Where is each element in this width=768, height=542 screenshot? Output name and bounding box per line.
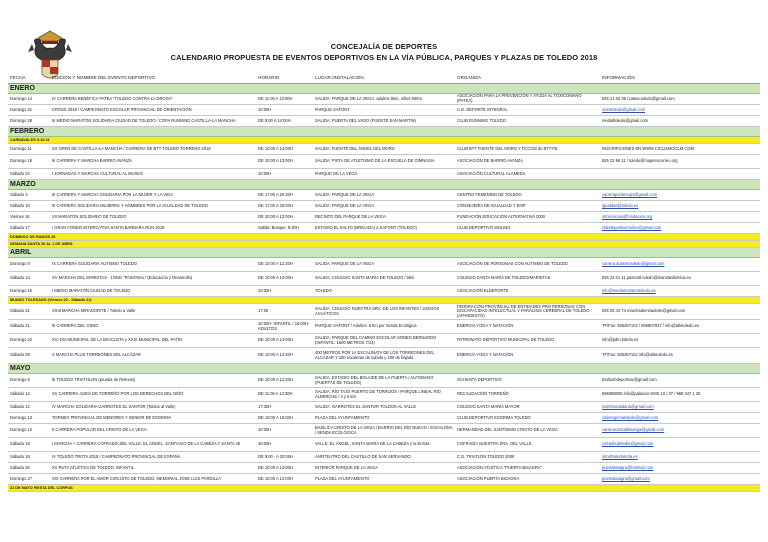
month-header-febrero [8, 127, 760, 137]
cell-time: DE 10:00 A 18:00H [256, 413, 313, 424]
cell-date: Domingo 13 [8, 424, 50, 438]
cell-info: INSCRIPCIONES EN WWW.CICLISMOCLM.COM [600, 144, 760, 155]
cell-time: 10:00H [256, 286, 313, 297]
cell-organizer: FEDERACIÓN PROVINCIAL DE ENTIDADES PRO PERSONAS CON DISCAPACIDAD INTELECTUAL Y PARÁLISIS CEREBRAL DE TOLEDO (APANDESTO) [455, 304, 600, 320]
cell-place: PLAZA DEL AYUNTAMIENTO [313, 413, 455, 424]
cell-info-link[interactable]: igualdad@toledo.es [600, 201, 760, 212]
table-row [8, 212, 760, 223]
cell-date: Sábado 3 [8, 190, 50, 201]
cell-info-link[interactable]: marchasolidaria@gmail.com [600, 402, 760, 413]
note-text: CARNAVALES 9-10-11 [8, 137, 760, 144]
month-header-marzo [8, 180, 760, 190]
cell-place: BASILICA CRISTO DE LA VEGA / BARRIO DEL RÍO NUEVO / ESCALONA / SENDA ECOLÓGICA [313, 424, 455, 438]
cell-time: DE 10:00 A 12:30H [256, 348, 313, 364]
cell-event: IV MARCHA SOLIDARIA GARROTES EL SANTOR (Toldos al Valle) [50, 402, 256, 413]
cell-date: Domingo 18 [8, 155, 50, 169]
note-band [8, 297, 760, 304]
cell-time: DE 9:00 - A 20:00H [256, 452, 313, 463]
cell-organizer: COLEGIO SANTA MARÍA DE TOLEDO/MARISTAS [455, 272, 600, 286]
cell-place: SALIDA: PISTA DE ATLETISMO DE LA ESCUELA DE GIMNASIA [313, 155, 455, 169]
header [8, 42, 760, 62]
cell-info-link[interactable]: carrera.autismotoledo@gmail.com [600, 258, 760, 272]
cell-date: Sábado 10 [8, 201, 50, 212]
cell-place: SALIDA: GARROTES EL SANTOR TOLDOS AL VALLE [313, 402, 455, 413]
cell-date: Sábado 24 [8, 169, 50, 180]
cell-time: Salida: Bosque: 8:30H [256, 223, 313, 234]
cell-info: 925 22 96 11 / toledo@mujerescorreo.org [600, 155, 760, 169]
cell-info-link[interactable]: carreracristodelavega@gmail.com [600, 424, 760, 438]
cell-info: 925 21 63 35 / patea.toledo@gmail.com [600, 94, 760, 105]
cell-date: Domingo 6 [8, 374, 50, 388]
cell-event: VII MARATÓN SOLIDARIO DE TOLEDO [50, 212, 256, 223]
cell-event: TORNEO PROVINCIAL DE MENORES Y SENIOR DE ESGRIMA [50, 413, 256, 424]
table-row [8, 452, 760, 463]
cell-organizer: ASOCIACIÓN DE BARRIO AVANZA [455, 155, 600, 169]
cell-event: III CARRERA Y MARCHA SOLIDARIA POR LA MUJER Y LA VIDA [50, 190, 256, 201]
column-header: FECHA [8, 74, 50, 84]
cell-event: III TOLEDO TRIATHLON (prueba de Relevos) [50, 374, 256, 388]
cell-date: Domingo 27 [8, 474, 50, 485]
cell-time: DE 10:00 A 13:00H [256, 155, 313, 169]
month-label: FEBRERO [8, 127, 760, 137]
cell-organizer: CLUB DEPORTIVO MOLINO [455, 223, 600, 234]
cell-date: Domingo 22 [8, 334, 50, 348]
cell-date: Domingo 13 [8, 413, 50, 424]
table-row [8, 320, 760, 334]
cell-organizer: CONSEJERÍA DE IGUALDAD Y EMP [455, 201, 600, 212]
cell-info-link[interactable]: carreraporlamujer@gmail.com [600, 190, 760, 201]
cell-date: Sábado 12 [8, 388, 50, 402]
cell-date: Domingo 28 [8, 116, 50, 127]
cell-time: DE 11:00 A 12:30H [256, 388, 313, 402]
cell-date: Viernes 16 [8, 212, 50, 223]
cell-organizer: CLUB RUNNING TOLEDO [455, 116, 600, 127]
cell-time: DE 10:00 A 13:00H [256, 212, 313, 223]
note-band [8, 485, 760, 492]
month-label: ENERO [8, 84, 760, 94]
table-header-row [8, 74, 760, 84]
cell-event: X MARCHA PLUS TORREÓNES DEL ALCÁZAR [50, 348, 256, 364]
cell-place: ESTADIO EL SALTO (BRIGADA) a SAFONT (TOLEDO) [313, 223, 455, 234]
cell-organizer: CENTRO FEMENINO DE TOLEDO [455, 190, 600, 201]
column-header: INFORMACIÓN [600, 74, 760, 84]
cell-organizer: FUNDACIÓN EDUCACIÓN ALTERNATIVA 2000 [455, 212, 600, 223]
cell-time: DE 17:00 A 20:00H [256, 201, 313, 212]
cell-place: VALLE: EL ÁNGEL, SANTA MARÍA DE LA CABEZA y la Ermita [313, 438, 455, 452]
cell-organizer: HERMANDAD DEL SANTÍSIMO CRISTO DE LA VEGA [455, 424, 600, 438]
table-row [8, 304, 760, 320]
cell-place: SALIDA: PUERTA DEL VADO (PUENTE SAN MARTÍN) [313, 116, 455, 127]
cell-date: Sábado 21 [8, 320, 50, 334]
table-row [8, 474, 760, 485]
cell-info-link[interactable]: orientoledo@gmail.com [600, 105, 760, 116]
month-label: MAYO [8, 364, 760, 374]
note-text: SEMANA SANTA 26 AL 1 DE ABRIL [8, 241, 760, 248]
cell-time: DE 10:00 A 14:00H [256, 474, 313, 485]
cell-time: 10:00H [256, 169, 313, 180]
cell-date: Sábado 17 [8, 223, 50, 234]
cell-organizer: ASOCIACIÓN DE PERSONAS CON AUTISMO DE TOLEDO [455, 258, 600, 272]
cell-date: Domingo 8 [8, 258, 50, 272]
table-row [8, 155, 760, 169]
cell-organizer: ENERGÍA YOGA Y NATACIÓN [455, 320, 600, 334]
cell-event: III CARRERA Y MARCHA BARRIO AVANZA [50, 155, 256, 169]
month-header-abril [8, 248, 760, 258]
month-header-mayo [8, 364, 760, 374]
cell-event: XXIII MARCHA MIRADOR/TE / Toledo a Valle [50, 304, 256, 320]
month-header-enero [8, 84, 760, 94]
cell-date: Sábado 19 [8, 438, 50, 452]
note-band [8, 234, 760, 241]
cell-date: Sábado 12 [8, 402, 50, 413]
cell-time: DE 10:00 A 13:00H [256, 463, 313, 474]
cell-place: PARQUE DE LA VEGA [313, 169, 455, 180]
cell-event: XVI DÍA MUNICIPAL DE LA BICICLETA y XXXI MUNICIPAL DEL PATÍN [50, 334, 256, 348]
cell-time: DE 10:00 A 14:00H [256, 272, 313, 286]
note-band [8, 137, 760, 144]
cell-time: 10:00H [256, 438, 313, 452]
table-row [8, 94, 760, 105]
cell-time: 10:00H: INFANTIL / 18:00H: ADULTOS [256, 320, 313, 334]
cell-organizer: OCHENTA DEPORTIVO [455, 374, 600, 388]
cell-date: Domingo 15 [8, 286, 50, 297]
table-row [8, 334, 760, 348]
cell-time: DE 9:00 A 14:00H [256, 116, 313, 127]
cell-organizer: ASOCIACIÓN PUERTA BISAGRA [455, 474, 600, 485]
table-row [8, 348, 760, 364]
cell-date: Sábado 26 [8, 463, 50, 474]
cell-date: Sábado 19 [8, 452, 50, 463]
cell-event: XV RUTA ATLÉTICA DE TOLEDO, INFANTIL [50, 463, 256, 474]
table-row [8, 223, 760, 234]
cell-time: DE 11:00 A 13:00H [256, 94, 313, 105]
cell-place: SALIDA: PARQUE DEL CAMINO ESCOLAR SONEO BERNARDO (INFANTIL: 1600 METROS 7/14) [313, 334, 455, 348]
cell-place: PARQUE SAFONT [313, 105, 455, 116]
cell-place: SALIDA: RÍO TAJO PUERTO DE TORRIJOS / PARQUE LINEAL RÍO ALBERCHE / 4 y 6 km [313, 388, 455, 402]
cell-info: medialtoledo@gmail.com [600, 116, 760, 127]
cell-organizer: C.D. TRIATLÓN TOLEDO 2000 [455, 452, 600, 463]
cell-info-link[interactable]: cofradiadelvalle@gmail.com [600, 438, 760, 452]
cell-place: SALIDA: FUENTE DEL ÁNGEL DEL MORO [313, 144, 455, 155]
cell-event: IV TOLEDO TROTA 2018 / CAMPEONATO PROVINCIAL DE ESPAÑA [50, 452, 256, 463]
cell-place: SALIDA: PARQUE DE LA VEGA. adultos 5km, niños 500m [313, 94, 455, 105]
cell-time: 10:00H [256, 105, 313, 116]
cell-place: ANFITEATRO DEL CASTILLO DE SAN SERVANDO [313, 452, 455, 463]
cell-place: SALIDA: COLEGIO SANTA MARÍA DE TOLEDO / 5km [313, 272, 455, 286]
cell-event: I MEDIO MARATÓN CIUDAD DE TOLEDO [50, 286, 256, 297]
note-text: 31 DE MAYO FIESTA DEL CORPUS [8, 485, 760, 492]
cell-date: Sábado 14 [8, 272, 50, 286]
cell-date: Domingo 14 [8, 94, 50, 105]
cell-place: SALIDA: PARQUE DE LA VEGA [313, 201, 455, 212]
cell-event: I MARCHA + CARRERA COFRADÍA DEL VALLE: EL ÁNGEL, SANTIAGO DE LA CABEZA Y SANTA JE [50, 438, 256, 452]
cell-time: 17:00 [256, 304, 313, 320]
cell-time: DE 10:00 A 12:30H [256, 374, 313, 388]
cell-date: Sábado 28 [8, 348, 50, 364]
table-row [8, 116, 760, 127]
table-row [8, 424, 760, 438]
cell-event: II CARRERA POPULAR DEL CRISTO DE LA VEGA [50, 424, 256, 438]
table-row [8, 463, 760, 474]
cell-organizer: ENERGÍA YOGA Y NATACIÓN [455, 348, 600, 364]
cell-place: RECINTO DEL PARQUE DE LA VEGA [313, 212, 455, 223]
table-row [8, 402, 760, 413]
cell-info-link[interactable]: clubesgrimatoledo@gmail.com [600, 413, 760, 424]
table-row [8, 438, 760, 452]
note-text: DOMINGO DE RAMOS 25 [8, 234, 760, 241]
cell-event: I GRAN FONDO INTERCATIVA SANTA BARBARA RUN 2018 [50, 223, 256, 234]
cell-place: SALIDA: COLEGIO NUESTRA SRA. DE LOS INFANTES / JUEGOS ACUÁTICOS [313, 304, 455, 320]
cell-info-link[interactable]: info@mediamaratontoledo.es [600, 286, 760, 297]
cell-date: Sábado 21 [8, 304, 50, 320]
cell-place: PLAZA DEL AYUNTAMIENTO [313, 474, 455, 485]
cell-event: III MEDIO MARATÓN SOLIDARIA CIUDAD DE TOLEDO / COPA RUNNING CASTILLA-LA MANCHA [50, 116, 256, 127]
cell-event: XIX CARRERA POR EL AMOR CIRCUITO DE TOLEDO, MEMORIAL JOSE LUIS PARDILLA [50, 474, 256, 485]
cell-date: Domingo 11 [8, 144, 50, 155]
cell-time: DE 10:00 A 12:30H [256, 258, 313, 272]
cell-event: XX OPEN DE CASTILLA-LA MANCHA / CARRERA DE BTT TOLEDO TORRENO 2018 [50, 144, 256, 155]
cell-info-link[interactable]: clubdeportivomolino@gmail.com [600, 223, 760, 234]
cell-time: 17:30H [256, 402, 313, 413]
cell-organizer: CLUB BTT FUENTE DEL MORO Y FCCCM de BTT-FE [455, 144, 600, 155]
cell-event: XV MARCHA DEL MARISTAS - 1ONG "PASIONAL" (Educación y Desarrollo) [50, 272, 256, 286]
cell-info: TF/Fax: 925267102 / 696807827 / info@atletoledo.es [600, 320, 760, 334]
cell-place: SALIDA: PARQUE DE LA VEGA [313, 190, 455, 201]
cell-place: PARQUE SAFONT / Adultos: 8 km por Senda Ecológica [313, 320, 455, 334]
table-row [8, 169, 760, 180]
cell-organizer: C.D. DEPORTE INTEGRAL [455, 105, 600, 116]
cell-organizer: ASOCIACIÓN ELDEPORTE [455, 286, 600, 297]
cell-info-link[interactable]: puertabisagra@hotmail.com [600, 463, 760, 474]
cell-time: 10:00H [256, 424, 313, 438]
column-header: ORGANIZA [455, 74, 600, 84]
note-band [8, 241, 760, 248]
cell-info-link[interactable]: puertabisagra@gmail.com [600, 474, 760, 485]
cell-event: III CARRERA DEL OSNO [50, 320, 256, 334]
cell-organizer: COLEGIO SANTA MARÍA MAYOR [455, 402, 600, 413]
cell-time: DE 17:00 A 20:30H [256, 190, 313, 201]
cell-organizer: ASOCIACIÓN PARA LA PREVENCIÓN Y AYUDA AL TOXICÓMANO (PATEA) [455, 94, 600, 105]
column-header: LUGAR /INSTALACIÓN [313, 74, 455, 84]
cell-info: info@pdm.toledo.es [600, 334, 760, 348]
cell-event: I JORNADAS Y MARCHA CULTURAL AL MUSEO [50, 169, 256, 180]
cell-place: 400 METROS POR LA ESCALINATA DE LOS TORREONES DEL ALCÁZAR Y 100 escaleras de subida y 100 de bajada [313, 348, 455, 364]
cell-time: DE 10:00 A 14:00H [256, 144, 313, 155]
cell-organizer: ASOCIACIÓN CULTURAL ALAMEDA [455, 169, 600, 180]
cell-time: DE 10:00 A 14:00H [256, 334, 313, 348]
cell-organizer: PATRONATO DEPORTIVO MUNICIPAL DE TOLEDO [455, 334, 600, 348]
table-row [8, 388, 760, 402]
cell-event: CROSS 2018 / CAMPEONATO ESCOLAR PROVINCIAL DE ORIENTACIÓN [50, 105, 256, 116]
cell-info: 925 22 01 11 pastoral.toledo@maristasibérica.es [600, 272, 760, 286]
page-subtitle: CALENDARIO PROPUESTA DE EVENTOS DEPORTIVOS EN LA VÍA PÚBLICA, PARQUES Y PLAZAS DE TOLEDO 2018 [170, 53, 598, 62]
table-row [8, 272, 760, 286]
note-text: MUNDO TOLEDANO (Viernes 20 - Sábado 21) [8, 297, 760, 304]
cell-event: III CARRERA SOLIDARIA MUJERES Y HOMBRES POR LA IGUALDAD DE TOLEDO [50, 201, 256, 212]
cell-info [600, 169, 760, 180]
cell-event: IV CARRERA BENÉFICA PATEA "TOLEDO CONTRA LA DROGA" [50, 94, 256, 105]
cell-info: 925 25 44 74 marchademiradorte@gmail.com [600, 304, 760, 320]
table-row [8, 413, 760, 424]
document-page [8, 4, 760, 538]
cell-organizer: RECAUDACIÓN TORREÑO [455, 388, 600, 402]
cell-info: TF/Fax: 925267102 info@atletoledo.es [600, 348, 760, 364]
column-header: HORARIO [256, 74, 313, 84]
table-row [8, 201, 760, 212]
cell-organizer: CLUB DEPORTIVO ESGRIMA TOLEDO [455, 413, 600, 424]
table-row [8, 374, 760, 388]
table-row [8, 286, 760, 297]
page-title: CONCEJALÍA DE DEPORTES [330, 42, 438, 51]
cell-event: XV CARRERA JUDÍA DE TORREÑO POR LOS DERECHOS DEL NIÑO [50, 388, 256, 402]
table-row [8, 105, 760, 116]
month-label: MARZO [8, 180, 760, 190]
cell-info: 696089008 info@palacios KMS 10 / 07 / 968 347 1 25 [600, 388, 760, 402]
cell-place: SALIDA: ESTADIO DEL BOLAIDE DE LA PUERTA / ALFOMANO (PUERTAS DE TOLEDO) [313, 374, 455, 388]
month-label: ABRIL [8, 248, 760, 258]
cell-date: Domingo 21 [8, 105, 50, 116]
cell-place: SALIDA: PARQUE DE LA VEGA [313, 258, 455, 272]
cell-organizer: ASOCIACIÓN ATLÉTICA "PUERTA BISAGRA" [455, 463, 600, 474]
column-header: EDICIÓN Y NOMBRE DEL EVENTO DEPORTIVO [50, 74, 256, 84]
cell-event: IX CARRERA SOLIDARIA AUTISMO TOLEDO [50, 258, 256, 272]
cell-info: triatlonbdeportvar@gmail.com [600, 374, 760, 388]
table-row [8, 190, 760, 201]
cell-info-link[interactable]: info@toledotrota.es [600, 452, 760, 463]
cell-place: TOLEDO [313, 286, 455, 297]
cell-place: INTERIOR PARQUE DE LA VEGA [313, 463, 455, 474]
table-row [8, 144, 760, 155]
table-row [8, 258, 760, 272]
cell-organizer: COFRADÍA NUESTRA SRA. DEL VALLE [455, 438, 600, 452]
events-table [8, 74, 760, 492]
cell-info-link[interactable]: informacion@fundacion.org [600, 212, 760, 223]
